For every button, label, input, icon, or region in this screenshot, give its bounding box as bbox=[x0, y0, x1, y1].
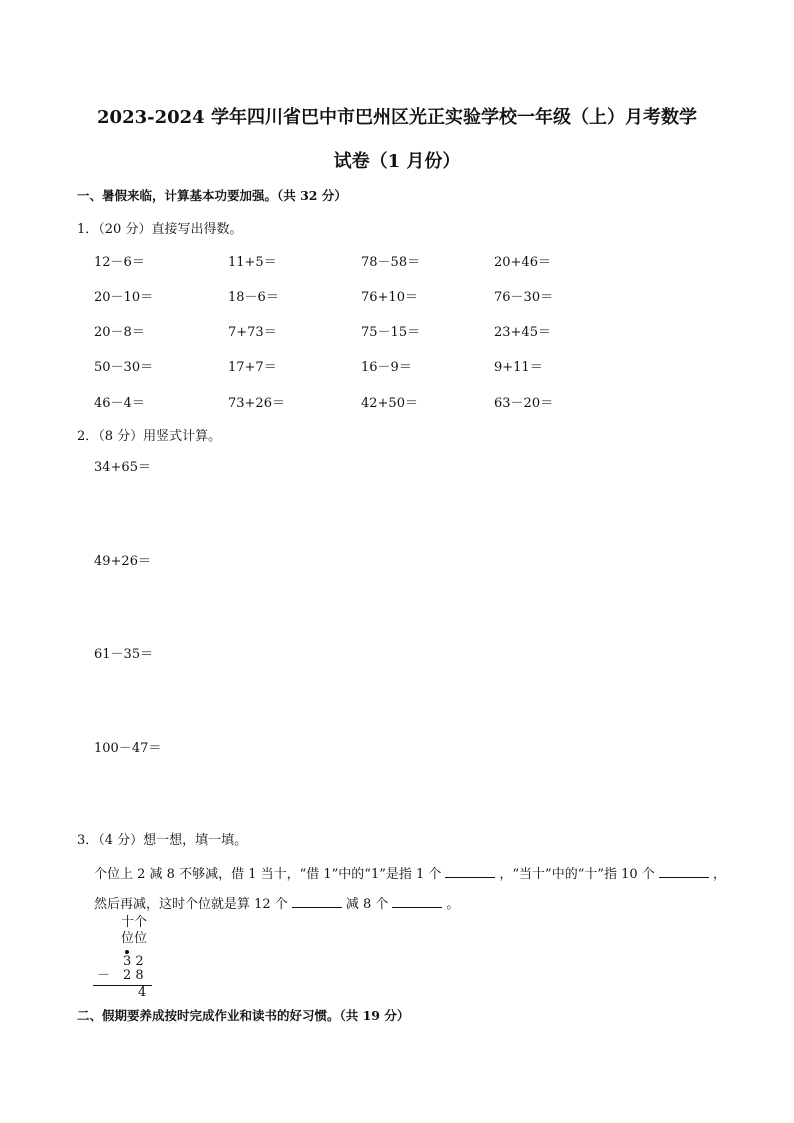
vertical-calc-item: 34+65＝ bbox=[94, 460, 151, 475]
answer-blank[interactable] bbox=[659, 867, 709, 878]
calc-item: 76+10＝ bbox=[361, 290, 418, 305]
vertical-calc-item: 100－47＝ bbox=[94, 741, 162, 756]
calc-item: 46－4＝ bbox=[94, 396, 145, 411]
question-1-label: 1．（20 分）直接写出得数。 bbox=[77, 222, 243, 237]
section-1-heading: 一、暑假来临，计算基本功要加强。（共 32 分） bbox=[77, 188, 347, 203]
question-2-label: 2．（8 分）用竖式计算。 bbox=[77, 429, 222, 444]
q3-text: 个位上 2 减 8 不够减，借 1 当十，“借 1”中的“1”是指 1 个 bbox=[94, 867, 442, 882]
answer-blank[interactable] bbox=[292, 897, 342, 908]
calc-item: 9+11＝ bbox=[494, 360, 543, 375]
q3-text: ，“当十”中的“十”指 10 个 bbox=[499, 867, 655, 882]
minus-sign: － bbox=[97, 968, 111, 983]
page-title-line1: 2023-2024 学年四川省巴中市巴州区光正实验学校一年级（上）月考数学 bbox=[97, 107, 697, 128]
calc-item: 20－10＝ bbox=[94, 290, 154, 305]
calc-item: 18－6＝ bbox=[228, 290, 279, 305]
calc-item: 7+73＝ bbox=[228, 325, 277, 340]
vertical-calc-item: 49+26＝ bbox=[94, 554, 151, 569]
minuend: 3 2 bbox=[123, 954, 144, 969]
q3-text: 减 8 个 bbox=[345, 897, 389, 912]
calc-item: 63－20＝ bbox=[494, 396, 554, 411]
calc-item: 11+5＝ bbox=[228, 255, 277, 270]
calc-item: 12－6＝ bbox=[94, 255, 145, 270]
q3-text: 然后再减，这时个位就是算 12 个 bbox=[94, 897, 288, 912]
calc-item: 20－8＝ bbox=[94, 325, 145, 340]
answer-blank[interactable] bbox=[445, 867, 495, 878]
answer-blank[interactable] bbox=[392, 897, 442, 908]
subtrahend: 2 8 bbox=[123, 968, 144, 983]
calc-item: 78－58＝ bbox=[361, 255, 421, 270]
question-3-label: 3．（4 分）想一想，填一填。 bbox=[77, 833, 248, 848]
q3-text: ， bbox=[712, 867, 726, 882]
question-3-line2 bbox=[94, 893, 459, 912]
vertical-calc-item: 61－35＝ bbox=[94, 647, 154, 662]
place-value-header-bottom: 位位 bbox=[121, 931, 148, 946]
calc-item: 20+46＝ bbox=[494, 255, 551, 270]
calc-item: 23+45＝ bbox=[494, 325, 551, 340]
calc-item: 75－15＝ bbox=[361, 325, 421, 340]
calc-item: 73+26＝ bbox=[228, 396, 285, 411]
calc-item: 42+50＝ bbox=[361, 396, 418, 411]
calc-item: 50－30＝ bbox=[94, 360, 154, 375]
question-3-line1 bbox=[94, 863, 726, 882]
calc-item: 16－9＝ bbox=[361, 360, 412, 375]
section-2-heading: 二、假期要养成按时完成作业和读书的好习惯。（共 19 分） bbox=[77, 1008, 410, 1023]
calc-item: 76－30＝ bbox=[494, 290, 554, 305]
calc-item: 17+7＝ bbox=[228, 360, 277, 375]
place-value-header-top: 十个 bbox=[121, 915, 148, 930]
q3-text: 。 bbox=[446, 897, 460, 912]
page-title-line2: 试卷（1 月份） bbox=[333, 151, 461, 172]
result-digit: 4 bbox=[138, 985, 147, 1000]
